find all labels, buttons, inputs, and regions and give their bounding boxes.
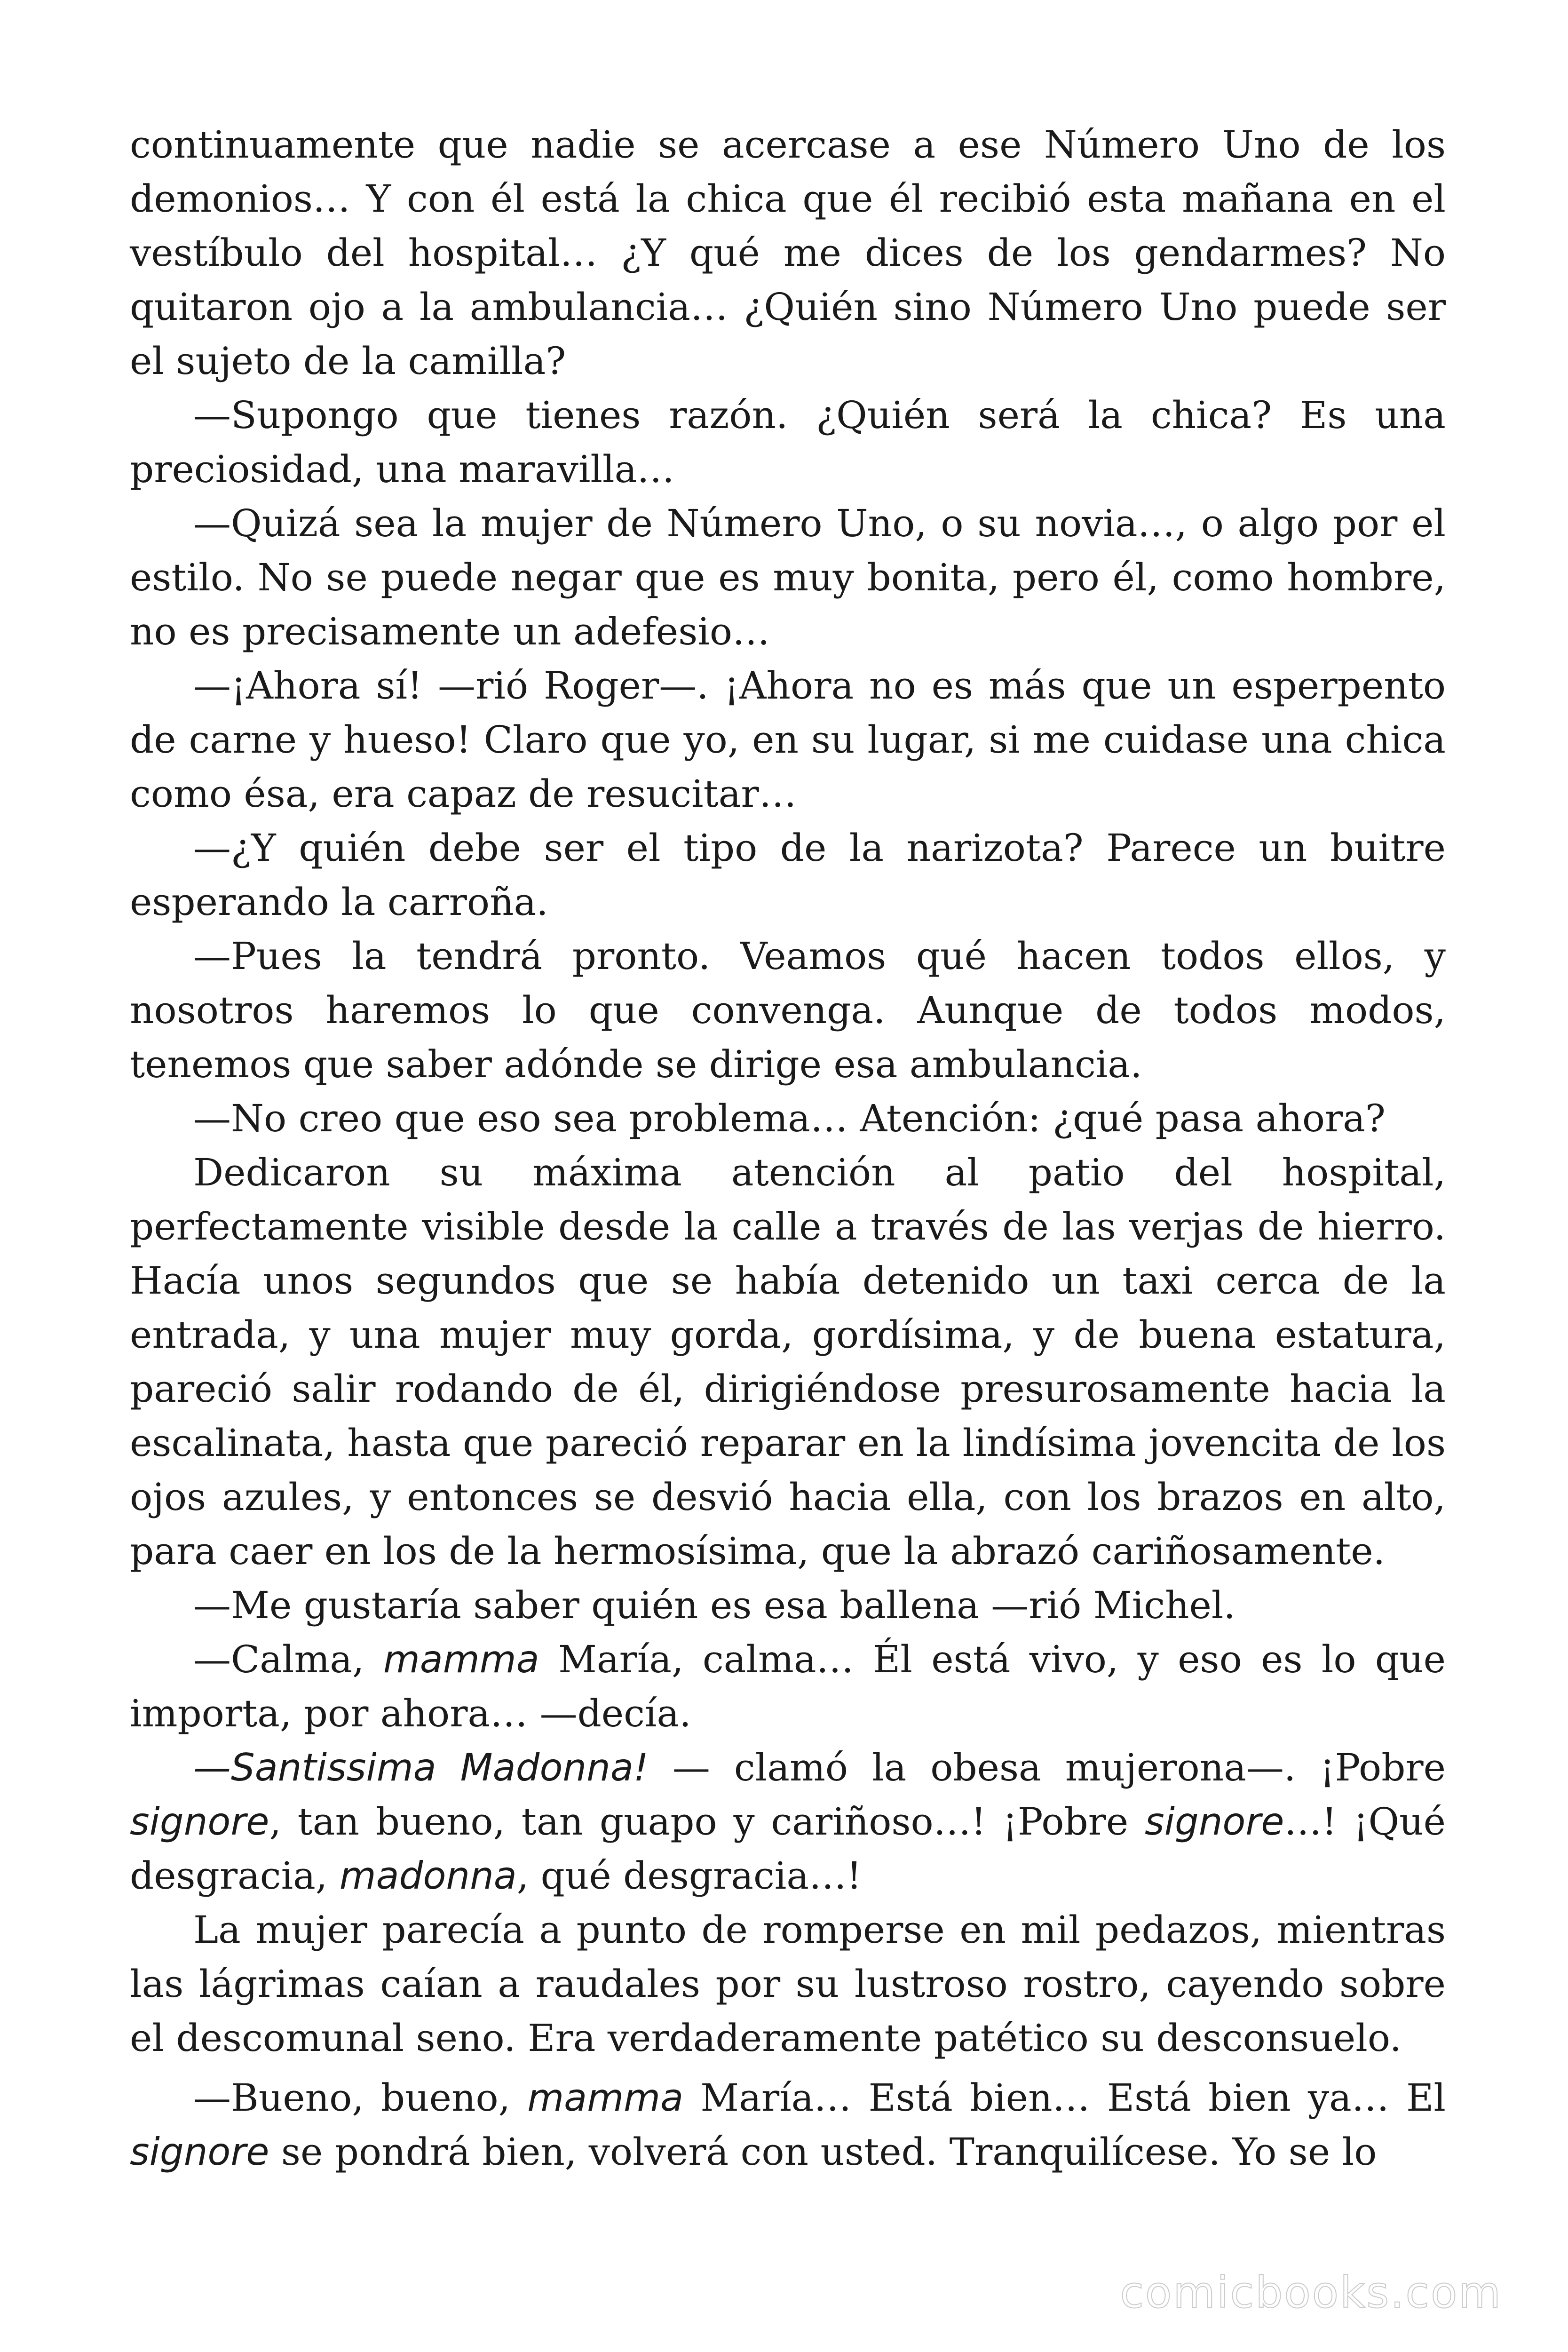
- paragraph-11-italic: madonna: [339, 1854, 517, 1898]
- watermark: comicbooks.com: [1120, 2267, 1502, 2318]
- paragraph-12: [130, 1903, 1446, 2065]
- paragraph-13-text: se pondrá bien, volverá con usted. Tranquilícese. Yo se lo: [269, 2130, 1377, 2174]
- paragraph-10-italic: mamma: [383, 1637, 539, 1681]
- paragraph-7-text: —No creo que eso sea problema… Atención: ¿qué pasa ahora?: [193, 1097, 1386, 1140]
- paragraph-8-text: Dedicaron su máxima atención al patio del hospital, perfectamente visible desde la calle a través de las verjas de hierro. Hacía unos segundos que se había detenido un taxi cerca de la entrada, y una mujer muy gorda, gordísima, y de buena estatura, pareció salir rodando de él, dirigiéndose presurosamente hacia la escalinata, hasta que pareció reparar en la lindísima jovencita de los ojos azules, y entonces se desvió hacia ella, con los brazos en alto, para caer en los de la hermosísima, que la abrazó cariñosamente.: [130, 1151, 1446, 1573]
- paragraph-9-text: —Me gustaría saber quién es esa ballena —rió Michel.: [193, 1583, 1235, 1627]
- paragraph-1: [130, 118, 1446, 388]
- paragraph-8: [130, 1145, 1446, 1578]
- paragraph-12-text: La mujer parecía a punto de romperse en mil pedazos, mientras las lágrimas caían a raudales por su lustroso rostro, cayendo sobre el descomunal seno. Era verdaderamente patético su desconsuelo.: [130, 1908, 1446, 2060]
- paragraph-10-text: María, calma… Él está vivo, y eso es lo que importa, por ahora… —decía.: [130, 1637, 1446, 1735]
- paragraph-9: [130, 1578, 1446, 1632]
- paragraph-5-text: —¿Y quién debe ser el tipo de la narizota? Parece un buitre esperando la carroña.: [130, 826, 1446, 924]
- paragraph-11-italic: signore: [1145, 1800, 1284, 1843]
- paragraph-11-text: — clamó la obesa mujerona—. ¡Pobre: [648, 1746, 1446, 1789]
- paragraph-13-text: —Bueno, bueno,: [193, 2076, 528, 2120]
- paragraph-13-italic: signore: [130, 2130, 269, 2174]
- paragraph-10: [130, 1632, 1446, 1740]
- paragraph-11-italic: signore: [130, 1800, 269, 1843]
- paragraph-5: [130, 821, 1446, 929]
- paragraph-13-text: María… Está bien… Está bien ya… El: [683, 2076, 1446, 2120]
- paragraph-2: [130, 388, 1446, 496]
- paragraph-13-italic: mamma: [527, 2076, 684, 2120]
- paragraph-2-text: —Supongo que tienes razón. ¿Quién será la chica? Es una preciosidad, una maravilla…: [130, 393, 1446, 491]
- paragraph-6: [130, 929, 1446, 1091]
- paragraph-10-text: —Calma,: [193, 1637, 383, 1681]
- paragraph-4: [130, 659, 1446, 821]
- paragraph-11-text: …! ¡Qué desgracia,: [130, 1800, 1446, 1898]
- paragraph-7: [130, 1091, 1446, 1145]
- paragraph-11: [130, 1740, 1446, 1903]
- paragraph-11-italic: —Santissima Madonna!: [193, 1746, 649, 1789]
- paragraph-11-text: , qué desgracia…!: [516, 1854, 862, 1898]
- paragraph-3: [130, 496, 1446, 659]
- paragraph-11-text: , tan bueno, tan guapo y cariñoso…! ¡Pobre: [269, 1800, 1145, 1843]
- paragraph-3-text: —Quizá sea la mujer de Número Uno, o su novia…, o algo por el estilo. No se puede negar que es muy bonita, pero él, como hombre, no es precisamente un adefesio…: [130, 501, 1446, 653]
- paragraph-1-text: continuamente que nadie se acercase a ese Número Uno de los demonios… Y con él está la chica que él recibió esta mañana en el vestíbulo del hospital… ¿Y qué me dices de los gendarmes? No quitaron ojo a la ambulancia… ¿Quién sino Número Uno puede ser el sujeto de la camilla?: [130, 123, 1446, 383]
- paragraph-6-text: —Pues la tendrá pronto. Veamos qué hacen todos ellos, y nosotros haremos lo que convenga. Aunque de todos modos, tenemos que saber adónde se dirige esa ambulancia.: [130, 934, 1446, 1086]
- book-page: [130, 118, 1446, 2179]
- paragraph-4-text: —¡Ahora sí! —rió Roger—. ¡Ahora no es más que un esperpento de carne y hueso! Claro que yo, en su lugar, si me cuidase una chica como ésa, era capaz de resucitar…: [130, 664, 1446, 816]
- paragraph-13: [130, 2071, 1446, 2179]
